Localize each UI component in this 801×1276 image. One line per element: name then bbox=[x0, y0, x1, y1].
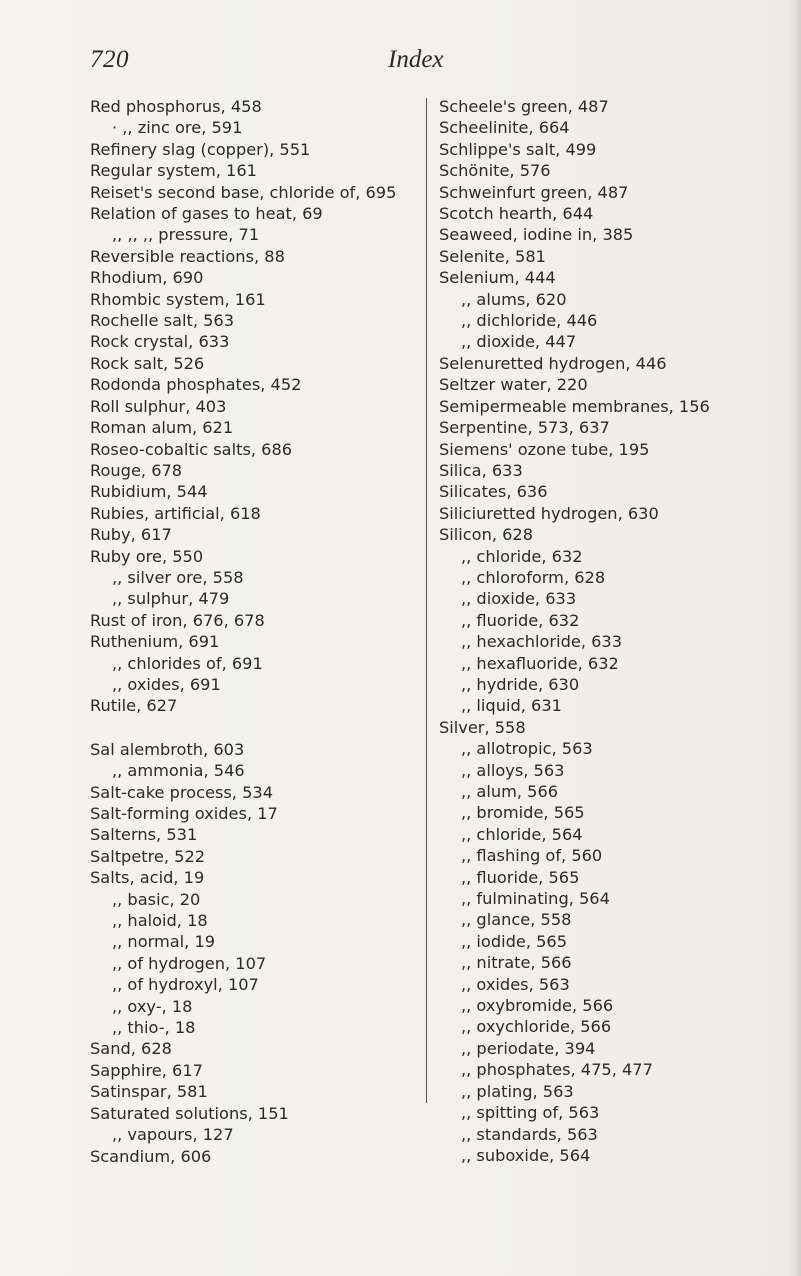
index-entry: Scandium, 606 bbox=[90, 1146, 212, 1166]
index-subentry: ,, dioxide, 447 bbox=[461, 332, 577, 352]
index-subentry: ,, plating, 563 bbox=[461, 1081, 574, 1101]
index-entry: Relation of gases to heat, 69 bbox=[90, 204, 323, 224]
index-subentry: ,, hexafluoride, 632 bbox=[461, 653, 619, 673]
index-subentry: ,, of hydroxyl, 107 bbox=[112, 975, 259, 995]
index-subentry: ,, liquid, 631 bbox=[461, 696, 562, 716]
index-entry: Seltzer water, 220 bbox=[439, 375, 588, 395]
index-subentry: ,, iodide, 565 bbox=[461, 931, 568, 951]
index-entry: Siemens' ozone tube, 195 bbox=[439, 439, 650, 459]
index-subentry: ,, of hydrogen, 107 bbox=[112, 953, 267, 973]
index-subentry: ,, allotropic, 563 bbox=[461, 739, 593, 759]
index-subentry: ,, ,, ,, pressure, 71 bbox=[112, 225, 260, 245]
index-entry: Silicates, 636 bbox=[439, 482, 548, 502]
index-subentry: ,, ammonia, 546 bbox=[112, 761, 245, 781]
index-entry: Sand, 628 bbox=[90, 1039, 172, 1059]
index-entry: Rust of iron, 676, 678 bbox=[90, 610, 265, 630]
index-column-left bbox=[90, 96, 420, 1167]
index-subentry: ,, flashing of, 560 bbox=[461, 846, 603, 866]
index-subentry: ,, chloride, 564 bbox=[461, 824, 583, 844]
index-entry: Roseo-cobaltic salts, 686 bbox=[90, 439, 293, 459]
index-subentry: ,, glance, 558 bbox=[461, 910, 572, 930]
index-entry: Salts, acid, 19 bbox=[90, 868, 205, 888]
index-entry: Silver, 558 bbox=[439, 717, 526, 737]
index-entry: Silicon, 628 bbox=[439, 525, 534, 545]
index-entry: Semipermeable membranes, 156 bbox=[439, 396, 710, 416]
index-entry: Serpentine, 573, 637 bbox=[439, 418, 610, 438]
index-subentry: ,, fluoride, 565 bbox=[461, 867, 580, 887]
index-entry: Reiset's second base, chloride of, 695 bbox=[90, 182, 397, 202]
index-entry: Silica, 633 bbox=[439, 460, 523, 480]
index-subentry: ,, chloroform, 628 bbox=[461, 567, 606, 587]
index-subentry: ,, nitrate, 566 bbox=[461, 953, 572, 973]
index-entry: Salt-forming oxides, 17 bbox=[90, 804, 278, 823]
index-subentry: ,, alloys, 563 bbox=[461, 760, 565, 780]
index-entry: Seaweed, iodine in, 385 bbox=[439, 225, 634, 245]
index-entry: Roman alum, 621 bbox=[90, 418, 234, 438]
index-subentry: ,, oxides, 691 bbox=[112, 674, 221, 694]
index-subentry: ,, alums, 620 bbox=[461, 289, 567, 309]
index-entry: Satinspar, 581 bbox=[90, 1082, 208, 1102]
index-subentry: ,, haloid, 18 bbox=[112, 911, 208, 931]
index-entry: Schönite, 576 bbox=[439, 161, 551, 181]
index-entry: Selenite, 581 bbox=[439, 246, 546, 266]
index-subentry: ,, alum, 566 bbox=[461, 782, 559, 801]
index-subentry: ,, sulphur, 479 bbox=[112, 589, 230, 609]
running-head: Index bbox=[388, 46, 444, 73]
index-subentry: ,, thio-, 18 bbox=[112, 1018, 196, 1038]
index-subentry: ,, standards, 563 bbox=[461, 1124, 598, 1144]
index-entry: Rubidium, 544 bbox=[90, 482, 208, 502]
index-entry: Salt-cake process, 534 bbox=[90, 782, 273, 802]
index-entry: Saltpetre, 522 bbox=[90, 846, 206, 866]
index-entry: Schlippe's salt, 499 bbox=[439, 139, 597, 159]
index-entry: Refinery slag (copper), 551 bbox=[90, 139, 311, 159]
index-entry: Scheelinite, 664 bbox=[439, 118, 570, 138]
index-subentry: ,, periodate, 394 bbox=[461, 1038, 596, 1058]
index-subentry: ,, chlorides of, 691 bbox=[112, 653, 263, 673]
index-subentry: ,, oxychloride, 566 bbox=[461, 1017, 612, 1037]
index-entry: Reversible reactions, 88 bbox=[90, 246, 285, 266]
index-entry: Rochelle salt, 563 bbox=[90, 311, 235, 331]
page-edge-shadow bbox=[787, 0, 801, 1276]
index-entry: Sapphire, 617 bbox=[90, 1060, 203, 1080]
index-entry: Rhodium, 690 bbox=[90, 268, 204, 288]
index-entry: Scotch hearth, 644 bbox=[439, 204, 594, 224]
index-subentry: ,, chloride, 632 bbox=[461, 546, 583, 566]
index-entry: Rhombic system, 161 bbox=[90, 289, 266, 309]
index-subentry: ,, spitting of, 563 bbox=[461, 1103, 600, 1123]
index-entry: Selenium, 444 bbox=[439, 268, 556, 288]
index-entry: Ruby ore, 550 bbox=[90, 546, 204, 566]
index-subentry: ,, basic, 20 bbox=[112, 889, 201, 909]
index-subentry: ,, bromide, 565 bbox=[461, 803, 585, 823]
index-entry: Selenuretted hydrogen, 446 bbox=[439, 353, 667, 373]
index-subentry: ,, hydride, 630 bbox=[461, 674, 580, 694]
index-subentry: ,, normal, 19 bbox=[112, 932, 216, 952]
index-subentry: ,, vapours, 127 bbox=[112, 1125, 234, 1145]
index-entry: Rock crystal, 633 bbox=[90, 332, 230, 352]
index-subentry: ,, hexachloride, 633 bbox=[461, 632, 623, 652]
index-entry: Sal alembroth, 603 bbox=[90, 739, 245, 759]
index-entry: Red phosphorus, 458 bbox=[90, 97, 262, 116]
index-entry: Rodonda phosphates, 452 bbox=[90, 375, 302, 395]
index-subentry: ,, suboxide, 564 bbox=[461, 1145, 591, 1165]
index-subentry: ,, dichloride, 446 bbox=[461, 311, 598, 331]
index-subentry: ,, oxides, 563 bbox=[461, 974, 570, 994]
index-subentry: · ,, zinc ore, 591 bbox=[112, 118, 243, 138]
index-entry: Regular system, 161 bbox=[90, 161, 257, 181]
index-entry: Rouge, 678 bbox=[90, 460, 183, 480]
index-subentry: ,, silver ore, 558 bbox=[112, 567, 244, 587]
index-subentry: ,, dioxide, 633 bbox=[461, 589, 577, 609]
index-entry: Siliciuretted hydrogen, 630 bbox=[439, 503, 659, 523]
index-entry: Ruthenium, 691 bbox=[90, 632, 220, 652]
index-entry: Rock salt, 526 bbox=[90, 353, 205, 373]
index-entry: Rubies, artificial, 618 bbox=[90, 503, 261, 523]
index-subentry: ,, oxybromide, 566 bbox=[461, 996, 614, 1016]
index-entry: Rutile, 627 bbox=[90, 696, 178, 716]
index-subentry: ,, fulminating, 564 bbox=[461, 889, 610, 909]
index-entry: Roll sulphur, 403 bbox=[90, 396, 227, 416]
page-number: 720 bbox=[90, 46, 129, 73]
index-subentry: ,, oxy-, 18 bbox=[112, 996, 193, 1016]
index-column-right bbox=[439, 96, 779, 1166]
index-subentry: ,, fluoride, 632 bbox=[461, 610, 580, 630]
index-entry: Ruby, 617 bbox=[90, 525, 172, 545]
column-divider bbox=[426, 98, 427, 1103]
index-subentry: ,, phosphates, 475, 477 bbox=[461, 1060, 653, 1080]
index-entry: Scheele's green, 487 bbox=[439, 97, 609, 116]
index-entry: Schweinfurt green, 487 bbox=[439, 182, 629, 202]
index-entry: Saturated solutions, 151 bbox=[90, 1103, 289, 1123]
index-entry: Salterns, 531 bbox=[90, 825, 198, 845]
